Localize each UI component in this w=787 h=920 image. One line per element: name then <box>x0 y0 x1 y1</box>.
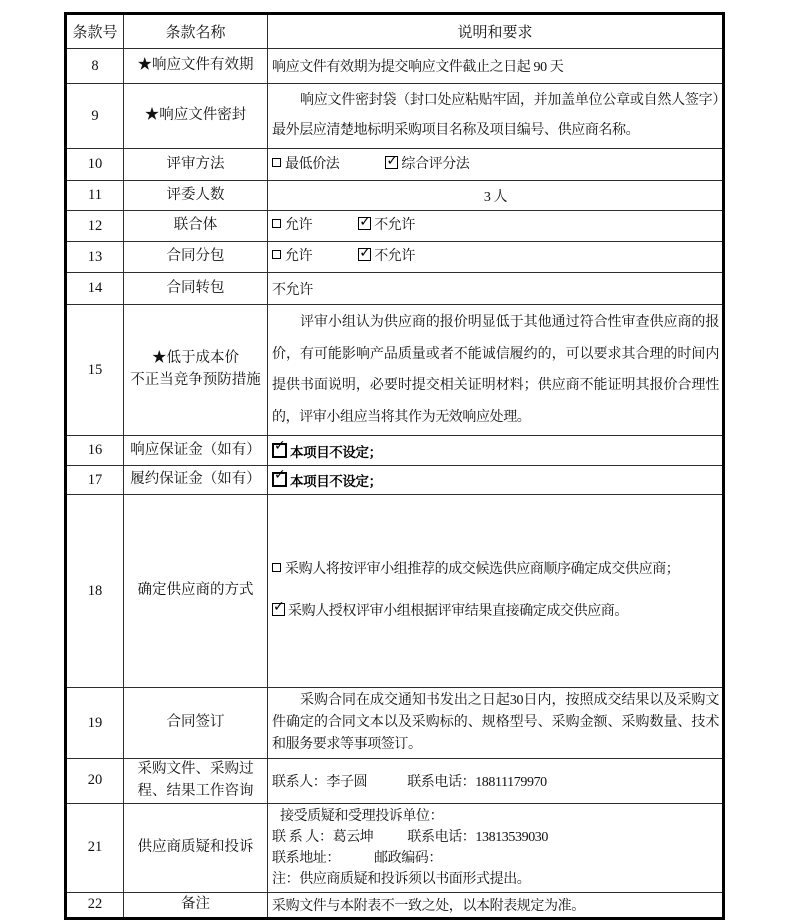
clause-no: 13 <box>66 242 124 273</box>
checkbox-checked-icon <box>272 443 287 458</box>
clause-desc: 不允许 <box>268 273 724 305</box>
option-unchecked: 允许 <box>272 249 312 264</box>
clause-name-line2: 不正当竞争预防措施 <box>130 372 261 388</box>
clause-desc <box>268 242 724 273</box>
clause-name: 备注 <box>124 892 268 918</box>
clause-no: 18 <box>66 495 124 688</box>
clause-desc: 采购文件与本附表不一致之处，以本附表规定为准。 <box>268 892 724 918</box>
table-row-16 <box>66 436 724 466</box>
col-header-clause-no: 条款号 <box>66 14 124 49</box>
clause-name: 评委人数 <box>124 181 268 211</box>
clause-name: 合同分包 <box>124 242 268 273</box>
option-checked: ✓ 不允许 <box>358 218 415 233</box>
clause-no: 14 <box>66 273 124 305</box>
checkbox-checked-icon <box>272 472 287 487</box>
checkbox-checked-icon <box>272 603 285 616</box>
contact-person: 联系人：李子圆 <box>272 774 368 790</box>
clause-name: 评审方法 <box>124 149 268 181</box>
option-checked: ✓ 本项目不设定； <box>272 470 719 490</box>
table-row-14 <box>66 273 724 305</box>
table-row-13 <box>66 242 724 273</box>
table-header-row <box>66 14 724 49</box>
complaint-contact-line: 联 系 人：葛云坤 联系电话：13813539030 <box>272 829 549 845</box>
table-row-8 <box>66 49 724 84</box>
clause-name: 响应保证金（如有） <box>124 436 268 466</box>
complaint-note-line: 注：供应商质疑和投诉须以书面形式提出。 <box>272 871 531 887</box>
clause-name-line1: ★低于成本价 <box>152 350 239 367</box>
checkbox-checked-icon <box>385 156 398 169</box>
option-checked: ✓ 本项目不设定； <box>272 441 719 461</box>
checkbox-unchecked-icon <box>272 563 281 572</box>
option-checked: ✓ 综合评分法 <box>385 157 469 172</box>
clause-desc: 3 人 <box>268 181 724 211</box>
clause-desc <box>268 211 724 242</box>
complaint-unit-line: 接受质疑和受理投诉单位： <box>280 808 444 824</box>
clause-no: 15 <box>66 305 124 436</box>
clause-name: 采购文件、采购过程、结果工作咨询 <box>124 759 268 804</box>
clause-name: ★响应文件有效期 <box>124 49 268 84</box>
clause-no: 22 <box>66 892 124 918</box>
option-unchecked: 采购人将按评审小组推荐的成交候选供应商顺序确定成交供应商； <box>272 560 719 580</box>
clause-desc: 响应文件有效期为提交响应文件截止之日起 90 天 <box>268 49 724 84</box>
table-row-21 <box>66 803 724 892</box>
clause-no: 11 <box>66 181 124 211</box>
table-row-9 <box>66 84 724 149</box>
table-row-15 <box>66 305 724 436</box>
clause-no: 17 <box>66 466 124 495</box>
clause-no: 10 <box>66 149 124 181</box>
clause-desc <box>268 495 724 688</box>
clause-no: 8 <box>66 49 124 84</box>
checkbox-unchecked-icon <box>272 219 281 228</box>
clause-name: 合同转包 <box>124 273 268 305</box>
clause-name: 履约保证金（如有） <box>124 466 268 495</box>
clause-name: 合同签订 <box>124 688 268 759</box>
clause-name <box>124 305 268 436</box>
clause-name: 供应商质疑和投诉 <box>124 803 268 892</box>
table-row-22 <box>66 892 724 918</box>
checkbox-checked-icon <box>358 248 371 261</box>
clause-no: 16 <box>66 436 124 466</box>
clause-no: 21 <box>66 803 124 892</box>
option-unchecked: 允许 <box>272 218 312 233</box>
col-header-description: 说明和要求 <box>268 14 724 49</box>
contact-phone: 联系电话：18811179970 <box>407 774 547 790</box>
clause-table <box>64 12 725 920</box>
clause-no: 20 <box>66 759 124 804</box>
table-row-18 <box>66 495 724 688</box>
table-row-19 <box>66 688 724 759</box>
table-row-17 <box>66 466 724 495</box>
table-row-12 <box>66 211 724 242</box>
clause-desc <box>268 149 724 181</box>
option-checked: ✓ 不允许 <box>358 249 415 264</box>
clause-name: ★响应文件密封 <box>124 84 268 149</box>
checkbox-unchecked-icon <box>272 158 281 167</box>
clause-desc: 评审小组认为供应商的报价明显低于其他通过符合性审查供应商的报价，有可能影响产品质量或者不能诚信履约的，可以要求其合理的时间内提供书面说明，必要时提交相关证明材料；供应商不能证明其报价合理性的，评审小组应当将其作为无效响应处理。 <box>268 305 724 436</box>
option-unchecked: 最低价法 <box>272 157 339 172</box>
clause-desc <box>268 436 724 466</box>
table-row-20 <box>66 759 724 804</box>
clause-desc: 响应文件密封袋（封口处应粘贴牢固，并加盖单位公章或自然人签字）最外层应清楚地标明采购项目名称及项目编号、供应商名称。 <box>268 84 724 149</box>
table-row-11 <box>66 181 724 211</box>
clause-desc <box>268 759 724 804</box>
clause-no: 19 <box>66 688 124 759</box>
checkbox-unchecked-icon <box>272 250 281 259</box>
col-header-clause-name: 条款名称 <box>124 14 268 49</box>
table-row-10 <box>66 149 724 181</box>
clause-desc: 采购合同在成交通知书发出之日起30日内，按照成交结果以及采购文件确定的合同文本以及采购标的、规格型号、采购金额、采购数量、技术和服务要求等事项签订。 <box>268 688 724 759</box>
clause-no: 9 <box>66 84 124 149</box>
clause-name: 确定供应商的方式 <box>124 495 268 688</box>
clause-desc <box>268 466 724 495</box>
option-checked: ✓采购人授权评审小组根据评审结果直接确定成交供应商。 <box>272 602 719 622</box>
clause-name: 联合体 <box>124 211 268 242</box>
clause-no: 12 <box>66 211 124 242</box>
complaint-address-line: 联系地址： 邮政编码： <box>272 850 442 866</box>
checkbox-checked-icon <box>358 217 371 230</box>
clause-desc <box>268 803 724 892</box>
